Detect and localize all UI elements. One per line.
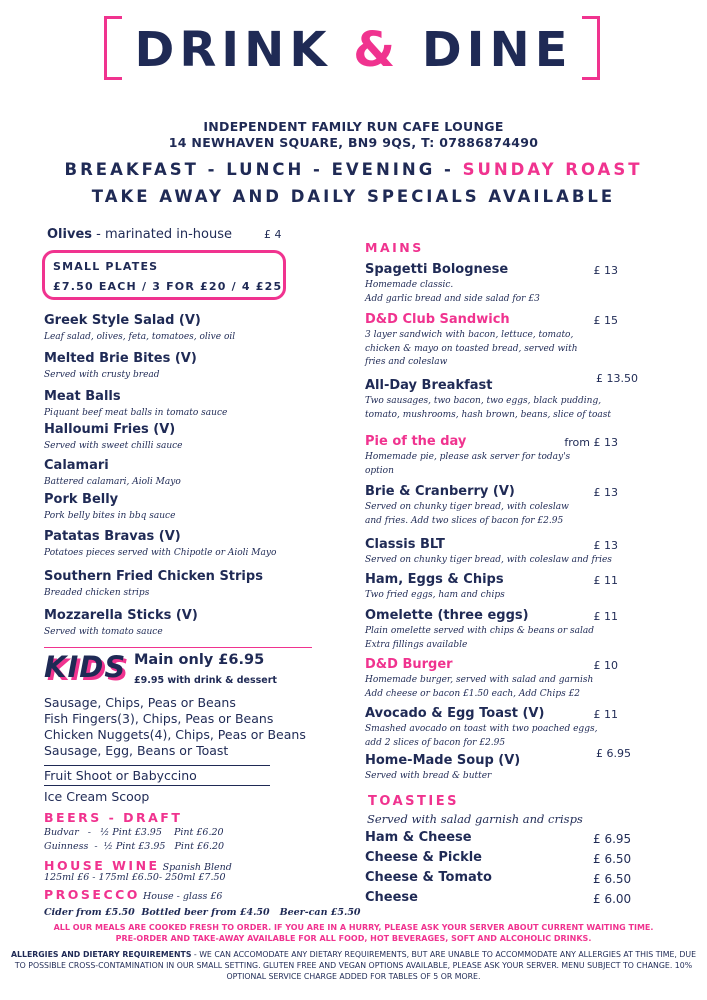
main-item-price: £ 15: [593, 314, 618, 327]
header-tagline: INDEPENDENT FAMILY RUN CAFE LOUNGE: [203, 119, 504, 134]
small-plate-name: Melted Brie Bites (V): [44, 351, 197, 366]
small-plate-name: Pork Belly: [44, 492, 119, 507]
small-plate-desc: Leaf salad, olives, feta, tomatoes, olive oil: [44, 332, 236, 342]
prosecco-title: PROSECCO: [44, 887, 140, 902]
kids-item: Fish Fingers(3), Chips, Peas or Beans: [44, 711, 274, 726]
title-right: DINE: [421, 22, 573, 78]
main-item-name: Home-Made Soup (V): [365, 753, 521, 768]
kids-dessert: Ice Cream Scoop: [44, 789, 150, 804]
main-item-desc: 3 layer sandwich with bacon, lettuce, tomato, chicken & mayo on toasted bread, served with fries and coleslaw: [365, 330, 578, 367]
small-plate-name: Meat Balls: [44, 389, 121, 404]
prosecco-header: [44, 884, 222, 904]
kids-main-price: Main only £6.95: [134, 652, 265, 668]
beer-guinness: Guinness - ½ Pint £3.95 Pint £6.20: [44, 841, 225, 852]
allergy-title: ALLERGIES AND DIETARY REQUIREMENTS: [10, 950, 192, 959]
toastie-price: £ 6.50: [593, 852, 632, 866]
prosecco-note: House - glass £6: [139, 891, 223, 902]
small-plate-name: Patatas Bravas (V): [44, 529, 181, 544]
page-title: [126, 22, 581, 78]
cider-line: Cider from £5.50 Bottled beer from £4.50 Beer-can £5.50: [44, 907, 361, 918]
main-item-price: from £ 13: [564, 436, 618, 449]
main-item-desc: Homemade burger, served with salad and garnish Add cheese or bacon £1.50 each, Add Chips £2: [365, 675, 594, 699]
main-item-desc: Homemade classic. Add garlic bread and side salad for £3: [365, 280, 540, 304]
small-plate-desc: Battered calamari, Aioli Mayo: [44, 477, 181, 487]
olives-desc: - marinated in-house: [92, 227, 232, 242]
main-item-name: Avocado & Egg Toast (V): [365, 706, 545, 721]
title-frame-right: [582, 16, 600, 80]
main-item-price: £ 13: [593, 539, 618, 552]
kids-rule-1: [44, 765, 270, 766]
services-highlight: SUNDAY ROAST: [462, 160, 643, 179]
kids-item: Sausage, Chips, Peas or Beans: [44, 695, 236, 710]
toastie-name: Cheese: [365, 890, 418, 905]
toastie-name: Cheese & Tomato: [365, 870, 492, 885]
main-item-price: £ 13.50: [596, 372, 638, 385]
main-item-desc: Two fried eggs, ham and chips: [365, 590, 505, 600]
main-item-price: £ 11: [593, 708, 618, 721]
main-item-name: Brie & Cranberry (V): [365, 484, 515, 499]
main-item-price: £ 13: [593, 486, 618, 499]
header-services: [0, 160, 707, 179]
main-item-name: D&D Burger: [365, 657, 453, 672]
footer-notice-2: PRE-ORDER AND TAKE-AWAY AVAILABLE FOR ALL FOOD, HOT BEVERAGES, SOFT AND ALCOHOLIC DRINKS.: [115, 934, 592, 943]
toastie-price: £ 6.00: [593, 892, 632, 906]
small-plate-desc: Served with sweet chilli sauce: [44, 441, 183, 451]
main-item-desc: Served with bread & butter: [365, 771, 492, 781]
toastie-name: Ham & Cheese: [365, 830, 472, 845]
footer-allergies: [8, 949, 699, 982]
toastie-price: £ 6.95: [593, 832, 632, 846]
olives-name: Olives: [47, 227, 92, 242]
allergy-text: - WE CAN ACCOMODATE ANY DIETARY REQUIREMENTS, BUT ARE UNABLE TO ACCOMMODATE ANY ALLERGIES AT THIS TIME, DUE TO POSSIBLE CROSS-CONTAMINATION IN OUR SMALL SETTING. GLUTEN FREE AND VEGAN OPTIONS AVAILABLE, PLEASE ASK YOUR SERVER. MENU SUBJECT TO CHANGE. 10% OPTIONAL SERVICE CHARGE ADDED FOR TABLES OF 5 OR MORE.: [14, 950, 697, 981]
main-item-desc: Served on chunky tiger bread, with coleslaw and fries. Add two slices of bacon for £2.95: [365, 502, 569, 526]
small-plate-desc: Served with crusty bread: [44, 370, 160, 380]
main-item-desc: Smashed avocado on toast with two poached eggs, add 2 slices of bacon for £2.95: [365, 724, 598, 748]
header-address: 14 NEWHAVEN SQUARE, BN9 9QS, T: 07886874490: [168, 135, 539, 150]
small-plate-name: Halloumi Fries (V): [44, 422, 176, 437]
footer-notice-1: ALL OUR MEALS ARE COOKED FRESH TO ORDER. IF YOU ARE IN A HURRY, PLEASE ASK YOUR SERVER ABOUT CURRENT WAITING TIME.: [53, 923, 654, 932]
title-ampersand: &: [353, 22, 401, 78]
kids-item: Sausage, Egg, Beans or Toast: [44, 743, 229, 758]
main-item-name: Ham, Eggs & Chips: [365, 572, 504, 587]
main-item-price: £ 13: [593, 264, 618, 277]
services-text: BREAKFAST - LUNCH - EVENING -: [64, 160, 463, 179]
wine-note: Spanish Blend: [159, 862, 232, 873]
toasties-subtitle: Served with salad garnish and crisps: [367, 812, 583, 826]
main-item-desc: Plain omelette served with chips & beans or salad Extra fillings available: [365, 626, 595, 650]
small-plate-desc: Potatoes pieces served with Chipotle or Aioli Mayo: [44, 548, 277, 558]
main-item-price: £ 11: [593, 574, 618, 587]
toasties-title: TOASTIES: [368, 794, 459, 809]
small-plate-desc: Breaded chicken strips: [44, 588, 150, 598]
main-item-desc: Two sausages, two bacon, two eggs, black pudding, tomato, mushrooms, hash brown, beans, slice of toast: [365, 396, 612, 420]
small-plate-name: Southern Fried Chicken Strips: [44, 569, 263, 584]
title-frame-left: [104, 16, 122, 80]
small-plate-name: Calamari: [44, 458, 109, 473]
main-item-name: All-Day Breakfast: [365, 378, 493, 393]
small-plate-name: Mozzarella Sticks (V): [44, 608, 198, 623]
main-item-name: Classis BLT: [365, 537, 445, 552]
small-plate-desc: Pork belly bites in bbq sauce: [44, 511, 176, 521]
main-item-price: £ 11: [593, 610, 618, 623]
toastie-price: £ 6.50: [593, 872, 632, 886]
main-item-desc: Homemade pie, please ask server for today's option: [365, 452, 571, 476]
main-item-name: Spagetti Bolognese: [365, 262, 509, 277]
toastie-name: Cheese & Pickle: [365, 850, 482, 865]
beer-budvar: Budvar - ½ Pint £3.95 Pint £6.20: [44, 827, 224, 838]
small-plate-desc: Served with tomato sauce: [44, 627, 163, 637]
kids-item: Chicken Nuggets(4), Chips, Peas or Beans: [44, 727, 306, 742]
kids-logo: KIDS: [44, 650, 127, 684]
small-plate-name: Greek Style Salad (V): [44, 313, 201, 328]
main-item-price: £ 10: [593, 659, 618, 672]
olives-item: [47, 227, 232, 242]
main-item-name: Pie of the day: [365, 434, 467, 449]
mains-title: MAINS: [365, 240, 424, 255]
small-plates-pricing: £7.50 EACH / 3 FOR £20 / 4 £25: [53, 280, 283, 293]
wine-prices: 125ml £6 - 175ml £6.50- 250ml £7.50: [44, 872, 226, 883]
olives-price: £ 4: [264, 228, 282, 241]
header-takeaway: TAKE AWAY AND DAILY SPECIALS AVAILABLE: [91, 187, 616, 206]
title-left: DRINK: [134, 22, 332, 78]
main-item-desc: Served on chunky tiger bread, with coleslaw and fries: [365, 555, 612, 565]
kids-drink: Fruit Shoot or Babyccino: [44, 768, 197, 783]
main-item-price: £ 6.95: [596, 747, 631, 760]
small-plates-box: [42, 250, 286, 300]
small-plates-title: SMALL PLATES: [53, 260, 159, 273]
beers-title: BEERS - DRAFT: [44, 810, 183, 825]
kids-drink-price: £9.95 with drink & dessert: [134, 675, 277, 686]
kids-rule-2: [44, 785, 270, 786]
small-plate-desc: Piquant beef meat balls in tomato sauce: [44, 408, 228, 418]
main-item-name: D&D Club Sandwich: [365, 312, 510, 327]
wine-title: HOUSE WINE: [44, 858, 160, 873]
main-item-name: Omelette (three eggs): [365, 608, 529, 623]
kids-divider: [44, 647, 312, 648]
